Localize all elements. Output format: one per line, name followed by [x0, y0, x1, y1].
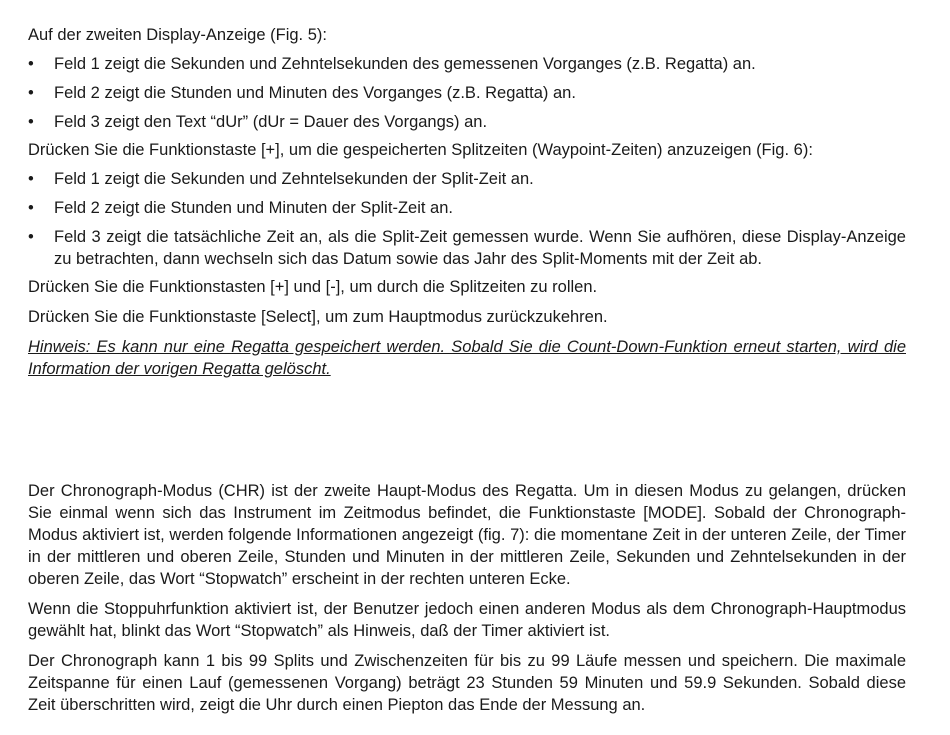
document-section-1	[28, 24, 906, 380]
press-plus-minus-text: Drücken Sie die Funktionstasten [+] und [-], um durch die Splitzeiten zu rollen.	[28, 278, 598, 296]
press-plus-text: Drücken Sie die Funktionstaste [+], um die gespeicherten Splitzeiten (Waypoint-Zeiten) anzuzeigen (Fig. 6):	[28, 141, 813, 159]
bullet-icon: •	[28, 84, 34, 102]
bullet-icon: •	[28, 170, 34, 188]
list-item: • Feld 2 zeigt die Stunden und Minuten der Split-Zeit an.	[28, 199, 453, 217]
intro-text: Auf der zweiten Display-Anzeige (Fig. 5):	[28, 26, 327, 44]
chronograph-paragraph-3: Der Chronograph kann 1 bis 99 Splits und Zwischenzeiten für bis zu 99 Läufe messen und speichern. Die maximale Zeitspanne für einen Lauf (gemessenen Vorgang) beträgt 23 Stunden 59 Minuten und 59.9 Sekunden. Sobald diese Zeit überschritten wird, zeigt die Uhr durch einen Piepton das Ende der Messung an.	[28, 652, 906, 714]
note-text: Hinweis: Es kann nur eine Regatta gespeichert werden. Sobald Sie die Count-Down-Funktion erneut starten, wird die Information der vorigen Regatta gelöscht.	[28, 338, 906, 378]
bullet-icon: •	[28, 55, 34, 73]
display-fields-list-2	[28, 168, 906, 270]
list-item: • Feld 3 zeigt den Text “dUr” (dUr = Dauer des Vorgangs) an.	[28, 113, 488, 131]
list-item: • Feld 2 zeigt die Stunden und Minuten des Vorganges (z.B. Regatta) an.	[28, 84, 576, 102]
chronograph-paragraph-1: Der Chronograph-Modus (CHR) ist der zweite Haupt-Modus des Regatta. Um in diesen Modus zu gelangen, drücken Sie einmal wenn sich das Instrument im Zeitmodus befindet, die Funktionstaste [MODE]. Sobald der Chronograph-Modus aktiviert ist, werden folgende Informationen angezeigt (fig. 7): die momentane Zeit in der unteren Zeile, der Timer in der mittleren und oberen Zeile, Stunden und Minuten in der mittleren Zeile, Sekunden und Zehntelsekunden in der oberen Zeile, das Wort “Stopwatch” erscheint in der rechten unteren Ecke.	[28, 482, 906, 588]
press-select-text: Drücken Sie die Funktionstaste [Select], um zum Hauptmodus zurückzukehren.	[28, 308, 608, 326]
document-section-2	[28, 480, 906, 716]
bullet-icon: •	[28, 113, 34, 131]
bullet-icon: •	[28, 228, 34, 246]
chronograph-paragraph-2: Wenn die Stoppuhrfunktion aktiviert ist, der Benutzer jedoch einen anderen Modus als dem Chronograph-Hauptmodus gewählt hat, blinkt das Wort “Stopwatch” als Hinweis, daß der Timer aktiviert ist.	[28, 600, 906, 640]
list-item: • Feld 1 zeigt die Sekunden und Zehntelsekunden der Split-Zeit an.	[28, 170, 534, 188]
list-item: • Feld 1 zeigt die Sekunden und Zehntelsekunden des gemessenen Vorganges (z.B. Regatta) an.	[28, 55, 756, 73]
list-item: • Feld 3 zeigt die tatsächliche Zeit an, als die Split-Zeit gemessen wurde. Wenn Sie aufhören, diese Display-Anzeige zu betrachten, dann wechseln sich das Datum sowie das Jahr des Split-Moments mit der Zeit ab.	[28, 228, 906, 268]
bullet-icon: •	[28, 199, 34, 217]
display-fields-list-1	[28, 53, 906, 133]
